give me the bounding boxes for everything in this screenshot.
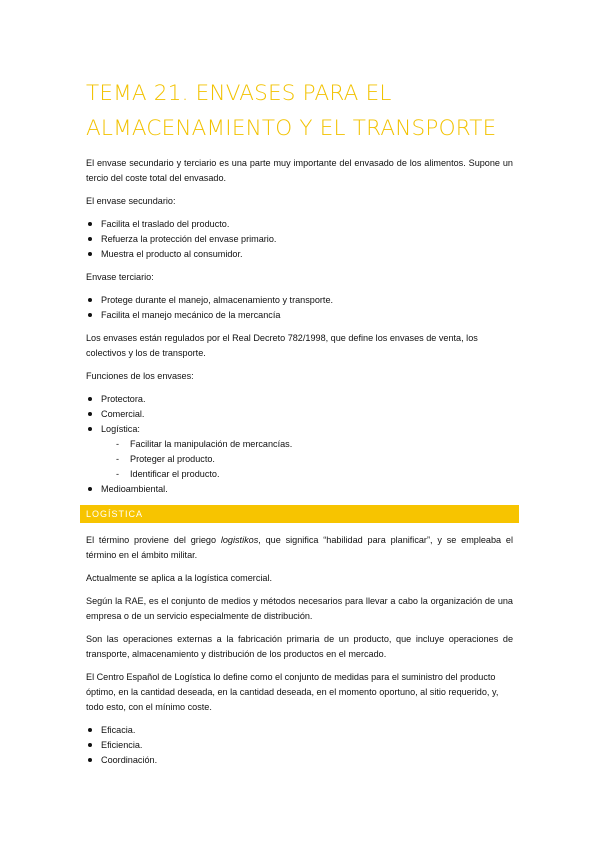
emphasis-term: logistikos: [220, 535, 259, 545]
list-item: Protectora.: [86, 392, 513, 407]
logistica-paragraph-4: Son las operaciones externas a la fabricación primaria de un producto, que incluye operaciones de transporte, almacenamiento y distribución de los productos en el mercado.: [86, 634, 513, 659]
list-item-logistica: [86, 422, 513, 482]
list-item: Eficiencia.: [86, 738, 513, 753]
list-item: Medioambiental.: [86, 482, 513, 497]
logistica-list: [86, 723, 513, 768]
list-item: Eficacia.: [86, 723, 513, 738]
text-span: El término proviene del griego: [86, 535, 221, 545]
list-item: Coordinación.: [86, 753, 513, 768]
sub-list-item: - Identificar el producto.: [113, 467, 513, 482]
list-item: Protege durante el manejo, almacenamiento y transporte.: [86, 293, 513, 308]
regulation-paragraph: Los envases están regulados por el Real Decreto 782/1998, que define los envases de venta, los colectivos y los de transporte.: [86, 333, 478, 358]
section-heading-logistica: LOGÍSTICA: [80, 505, 519, 523]
logistica-paragraph-1: [86, 533, 513, 563]
logistica-paragraph-5: El Centro Español de Logística lo define como el conjunto de medidas para el suministro del producto óptimo, en la cantidad deseada, en la cantidad deseada, en el momento oportuno, al sitio requerido, y, todo esto, con el mínimo coste.: [86, 672, 499, 712]
sub-list-item: - Facilitar la manipulación de mercancías.: [113, 437, 513, 452]
list-item-label: Logística:: [101, 424, 140, 434]
list-item: Facilita el manejo mecánico de la mercancía: [86, 308, 513, 323]
list-item: Comercial.: [86, 407, 513, 422]
list-item: Muestra el producto al consumidor.: [86, 247, 513, 262]
list-item: Facilita el traslado del producto.: [86, 217, 513, 232]
secundario-heading: El envase secundario:: [86, 196, 176, 206]
list-item: Refuerza la protección del envase primario.: [86, 232, 513, 247]
funciones-list: [86, 392, 513, 497]
logistica-sublist: [101, 437, 513, 482]
logistica-paragraph-2: Actualmente se aplica a la logística comercial.: [86, 573, 273, 583]
sub-list-item: - Proteger al producto.: [113, 452, 513, 467]
terciario-heading: Envase terciario:: [86, 272, 154, 282]
page-title: TEMA 21. ENVASES PARA EL ALMACENAMIENTO Y EL TRANSPORTE: [86, 81, 497, 141]
text-span: , que significa “habilidad para planificar”, y se empleaba el término en el ámbito militar.: [86, 535, 513, 560]
funciones-heading: Funciones de los envases:: [86, 371, 194, 381]
logistica-paragraph-3: Según la RAE, es el conjunto de medios y métodos necesarios para llevar a cabo la organización de una empresa o de un servicio especialmente de distribución.: [86, 596, 513, 621]
terciario-list: [86, 293, 513, 323]
secundario-list: [86, 217, 513, 262]
intro-paragraph: El envase secundario y terciario es una parte muy importante del envasado de los alimentos. Supone un tercio del coste total del envasado.: [86, 158, 513, 183]
